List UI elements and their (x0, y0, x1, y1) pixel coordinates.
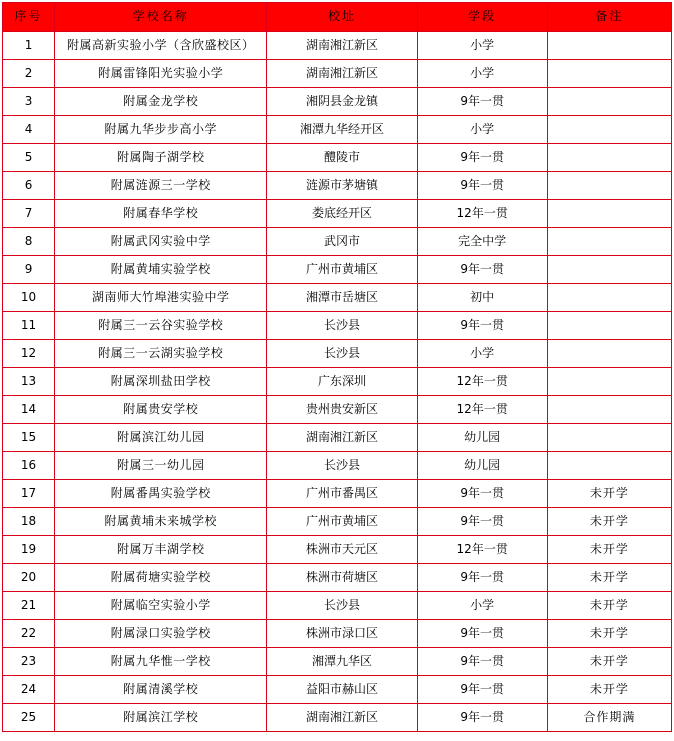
cell-school-name: 附属三一云谷实验学校 (55, 312, 267, 340)
cell-school-stage: 9年一贯 (417, 676, 547, 704)
cell-row-number: 10 (3, 284, 55, 312)
cell-school-address: 湖南湘江新区 (267, 704, 417, 732)
table-body (3, 32, 672, 732)
table-row (3, 368, 672, 396)
cell-school-address: 长沙县 (267, 340, 417, 368)
cell-school-name: 附属武冈实验中学 (55, 228, 267, 256)
cell-school-note: 未开学 (547, 648, 671, 676)
column-header-note: 备注 (547, 3, 671, 32)
cell-row-number: 7 (3, 200, 55, 228)
cell-school-address: 益阳市赫山区 (267, 676, 417, 704)
cell-school-stage: 9年一贯 (417, 256, 547, 284)
cell-row-number: 21 (3, 592, 55, 620)
table-row (3, 172, 672, 200)
cell-school-name: 湖南师大竹埠港实验中学 (55, 284, 267, 312)
cell-row-number: 23 (3, 648, 55, 676)
cell-school-note: 未开学 (547, 676, 671, 704)
cell-school-name: 附属黄埔实验学校 (55, 256, 267, 284)
cell-school-stage: 12年一贯 (417, 200, 547, 228)
table-row (3, 200, 672, 228)
cell-row-number: 11 (3, 312, 55, 340)
cell-school-stage: 幼儿园 (417, 424, 547, 452)
cell-row-number: 8 (3, 228, 55, 256)
cell-school-name: 附属黄埔未来城学校 (55, 508, 267, 536)
cell-school-note: 未开学 (547, 536, 671, 564)
cell-school-address: 长沙县 (267, 312, 417, 340)
cell-school-address: 长沙县 (267, 592, 417, 620)
cell-school-note (547, 284, 671, 312)
table-row (3, 592, 672, 620)
cell-row-number: 20 (3, 564, 55, 592)
table-row (3, 648, 672, 676)
cell-school-address: 贵州贵安新区 (267, 396, 417, 424)
cell-school-note (547, 396, 671, 424)
cell-row-number: 19 (3, 536, 55, 564)
cell-school-note (547, 116, 671, 144)
cell-school-note (547, 424, 671, 452)
cell-school-name: 附属临空实验小学 (55, 592, 267, 620)
cell-school-stage: 幼儿园 (417, 452, 547, 480)
cell-school-address: 广州市黄埔区 (267, 508, 417, 536)
cell-school-stage: 9年一贯 (417, 144, 547, 172)
column-header-addr: 校址 (267, 3, 417, 32)
cell-school-stage: 12年一贯 (417, 536, 547, 564)
table-row (3, 88, 672, 116)
cell-school-stage: 12年一贯 (417, 368, 547, 396)
cell-school-name: 附属九华惟一学校 (55, 648, 267, 676)
cell-row-number: 12 (3, 340, 55, 368)
table-row (3, 704, 672, 732)
table-header (3, 3, 672, 32)
cell-school-address: 娄底经开区 (267, 200, 417, 228)
cell-school-stage: 9年一贯 (417, 480, 547, 508)
cell-school-address: 长沙县 (267, 452, 417, 480)
cell-school-stage: 初中 (417, 284, 547, 312)
cell-school-note (547, 368, 671, 396)
cell-school-address: 株洲市天元区 (267, 536, 417, 564)
cell-school-address: 湖南湘江新区 (267, 32, 417, 60)
cell-row-number: 1 (3, 32, 55, 60)
cell-school-address: 武冈市 (267, 228, 417, 256)
cell-row-number: 18 (3, 508, 55, 536)
cell-school-address: 湘潭市岳塘区 (267, 284, 417, 312)
cell-row-number: 14 (3, 396, 55, 424)
cell-school-name: 附属清溪学校 (55, 676, 267, 704)
table-row (3, 144, 672, 172)
cell-school-note (547, 228, 671, 256)
cell-school-note (547, 340, 671, 368)
cell-school-note: 合作期满 (547, 704, 671, 732)
cell-school-address: 株洲市荷塘区 (267, 564, 417, 592)
cell-school-address: 广州市黄埔区 (267, 256, 417, 284)
cell-school-stage: 9年一贯 (417, 312, 547, 340)
cell-school-stage: 完全中学 (417, 228, 547, 256)
cell-school-stage: 9年一贯 (417, 88, 547, 116)
table-row (3, 396, 672, 424)
cell-school-stage: 9年一贯 (417, 508, 547, 536)
table-row (3, 116, 672, 144)
cell-school-note (547, 60, 671, 88)
table-row (3, 228, 672, 256)
cell-school-note (547, 172, 671, 200)
cell-school-note (547, 200, 671, 228)
cell-school-address: 醴陵市 (267, 144, 417, 172)
table-row (3, 60, 672, 88)
cell-school-stage: 9年一贯 (417, 648, 547, 676)
column-header-stage: 学段 (417, 3, 547, 32)
cell-school-name: 附属三一幼儿园 (55, 452, 267, 480)
cell-school-stage: 9年一贯 (417, 172, 547, 200)
cell-row-number: 15 (3, 424, 55, 452)
cell-school-name: 附属番禺实验学校 (55, 480, 267, 508)
table-row (3, 284, 672, 312)
column-header-no: 序号 (3, 3, 55, 32)
cell-school-note (547, 452, 671, 480)
cell-school-address: 湘潭九华区 (267, 648, 417, 676)
cell-school-address: 湘阴县金龙镇 (267, 88, 417, 116)
cell-school-name: 附属涟源三一学校 (55, 172, 267, 200)
cell-school-stage: 小学 (417, 340, 547, 368)
table-row (3, 340, 672, 368)
cell-school-stage: 小学 (417, 32, 547, 60)
table-row (3, 424, 672, 452)
table-row (3, 452, 672, 480)
cell-school-note (547, 88, 671, 116)
cell-school-name: 附属高新实验小学（含欣盛校区） (55, 32, 267, 60)
cell-school-name: 附属雷锋阳光实验小学 (55, 60, 267, 88)
cell-school-stage: 小学 (417, 116, 547, 144)
cell-school-name: 附属金龙学校 (55, 88, 267, 116)
table-header-row (3, 3, 672, 32)
cell-school-name: 附属渌口实验学校 (55, 620, 267, 648)
cell-row-number: 2 (3, 60, 55, 88)
cell-school-address: 湖南湘江新区 (267, 424, 417, 452)
cell-row-number: 22 (3, 620, 55, 648)
cell-school-stage: 9年一贯 (417, 704, 547, 732)
cell-row-number: 13 (3, 368, 55, 396)
table-row (3, 32, 672, 60)
cell-school-name: 附属滨江幼儿园 (55, 424, 267, 452)
cell-row-number: 3 (3, 88, 55, 116)
cell-school-stage: 9年一贯 (417, 564, 547, 592)
cell-row-number: 6 (3, 172, 55, 200)
cell-school-address: 广东深圳 (267, 368, 417, 396)
cell-school-name: 附属贵安学校 (55, 396, 267, 424)
table-row (3, 676, 672, 704)
cell-school-note (547, 256, 671, 284)
cell-row-number: 4 (3, 116, 55, 144)
cell-row-number: 16 (3, 452, 55, 480)
cell-school-note (547, 144, 671, 172)
cell-school-note (547, 312, 671, 340)
cell-row-number: 24 (3, 676, 55, 704)
table-row (3, 480, 672, 508)
cell-school-name: 附属陶子湖学校 (55, 144, 267, 172)
table-row (3, 620, 672, 648)
table-row (3, 564, 672, 592)
column-header-name: 学校名称 (55, 3, 267, 32)
cell-school-name: 附属滨江学校 (55, 704, 267, 732)
cell-school-stage: 小学 (417, 60, 547, 88)
cell-school-address: 湘潭九华经开区 (267, 116, 417, 144)
cell-school-note: 未开学 (547, 480, 671, 508)
cell-school-stage: 12年一贯 (417, 396, 547, 424)
cell-school-note: 未开学 (547, 564, 671, 592)
school-table (2, 2, 672, 732)
cell-school-note (547, 32, 671, 60)
table-row (3, 508, 672, 536)
cell-school-address: 株洲市渌口区 (267, 620, 417, 648)
cell-school-note: 未开学 (547, 508, 671, 536)
table-row (3, 312, 672, 340)
cell-row-number: 17 (3, 480, 55, 508)
cell-school-address: 广州市番禺区 (267, 480, 417, 508)
cell-school-note: 未开学 (547, 592, 671, 620)
cell-school-address: 湖南湘江新区 (267, 60, 417, 88)
cell-school-stage: 9年一贯 (417, 620, 547, 648)
table-row (3, 536, 672, 564)
cell-school-name: 附属荷塘实验学校 (55, 564, 267, 592)
cell-school-address: 涟源市茅塘镇 (267, 172, 417, 200)
cell-school-name: 附属三一云湖实验学校 (55, 340, 267, 368)
cell-school-name: 附属深圳盐田学校 (55, 368, 267, 396)
cell-row-number: 5 (3, 144, 55, 172)
table-row (3, 256, 672, 284)
cell-school-name: 附属万丰湖学校 (55, 536, 267, 564)
cell-school-name: 附属春华学校 (55, 200, 267, 228)
cell-school-name: 附属九华步步高小学 (55, 116, 267, 144)
cell-row-number: 9 (3, 256, 55, 284)
cell-school-stage: 小学 (417, 592, 547, 620)
school-list-sheet (0, 2, 674, 741)
cell-school-note: 未开学 (547, 620, 671, 648)
cell-row-number: 25 (3, 704, 55, 732)
